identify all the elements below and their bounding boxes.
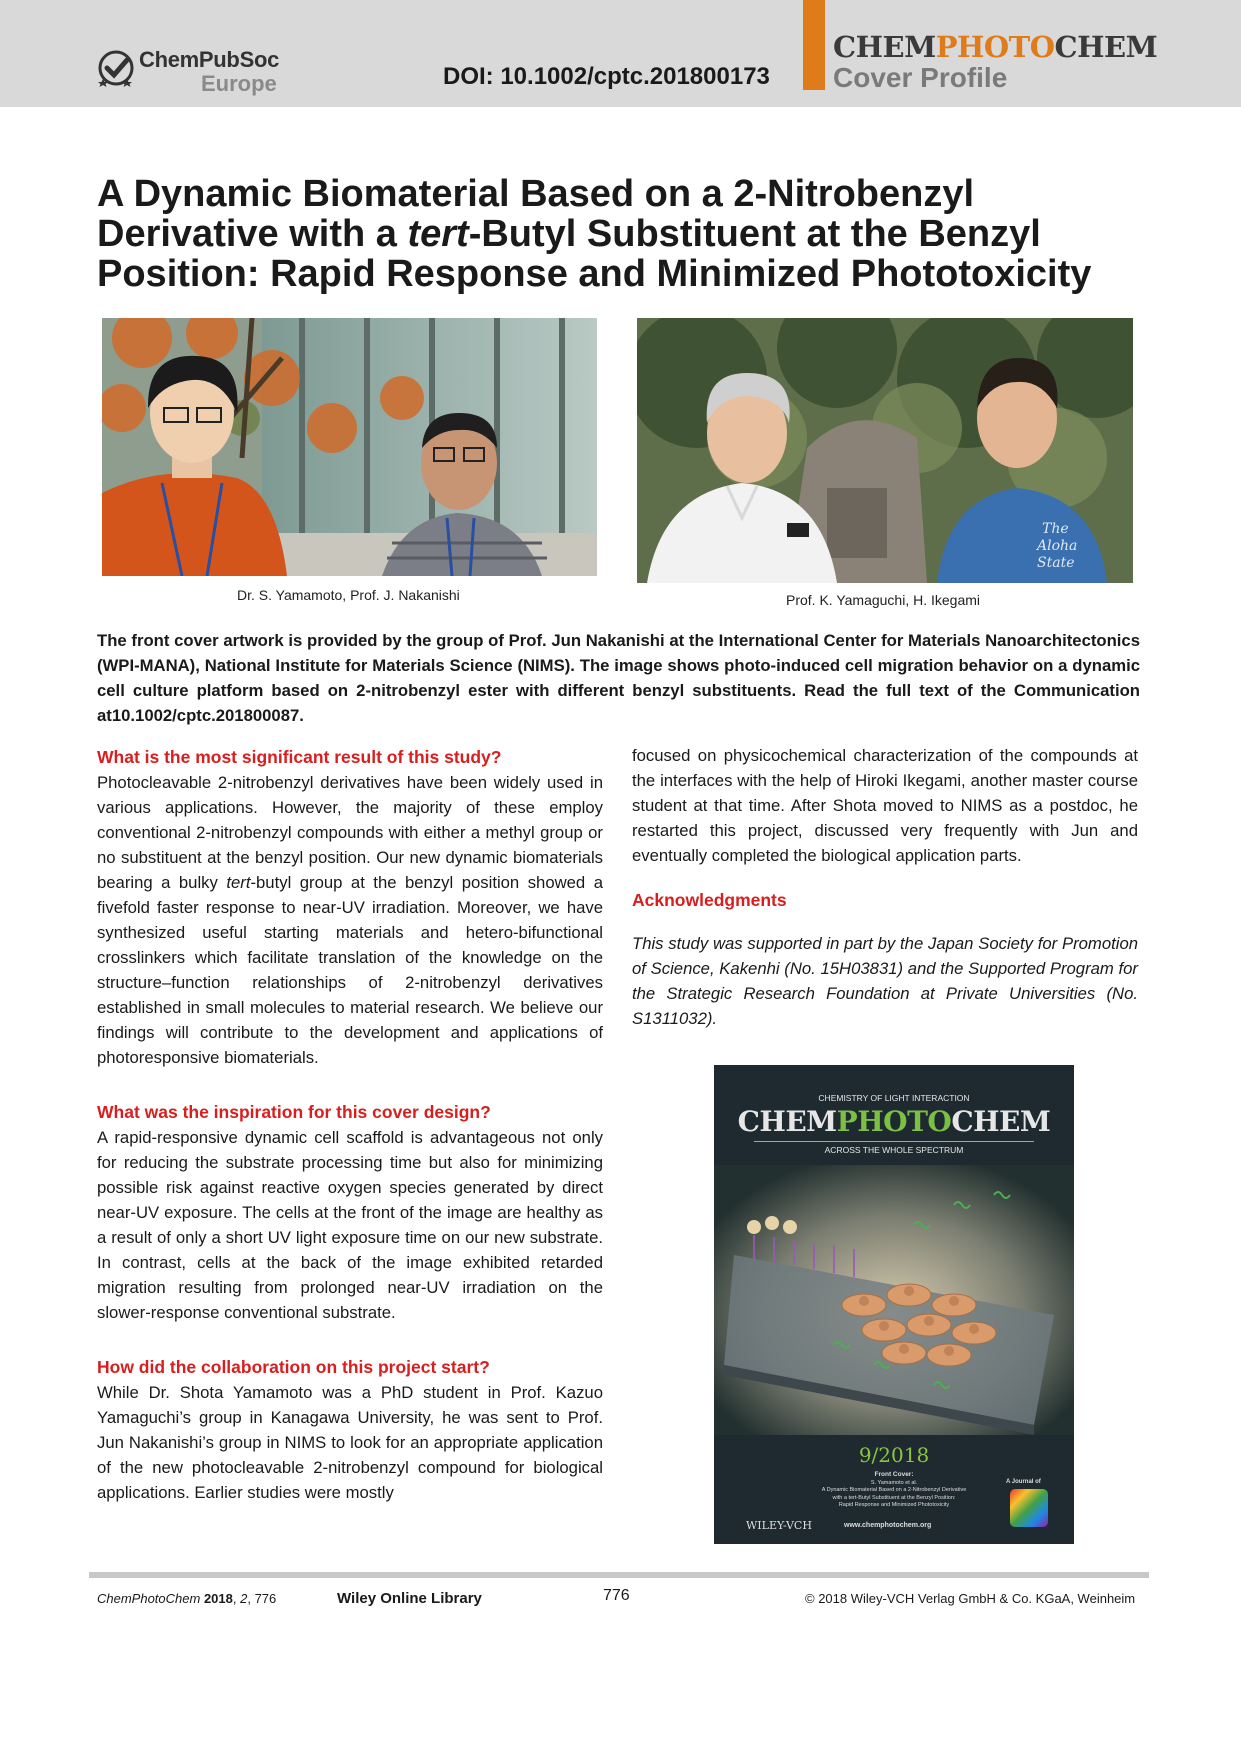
header-accent-bar	[803, 0, 825, 90]
left-column	[97, 745, 603, 1505]
cover-fc-title-1: A Dynamic Biomaterial Based on a 2-Nitrobenzyl Derivative	[821, 1487, 967, 1493]
section-label: Cover Profile	[833, 62, 1008, 93]
publisher-logo[interactable]	[97, 47, 287, 97]
author-photo-right	[637, 318, 1133, 583]
cover-fc-title-2: with a tert-Butyl Substituent at the Benzyl Position:	[832, 1494, 956, 1501]
q3-text-right: focused on physicochemical characterization of the compounds at the interfaces with the help of Hiroki Ikegami, another master course student at that time. After Shota moved to NIMS as a postdoc, he restarted this project, discussed very frequently with Jun and eventually completed the biological application parts.	[632, 746, 1138, 865]
svg-text:Aloha: Aloha	[1037, 538, 1078, 554]
cover-fc-label: Front Cover:	[874, 1471, 914, 1478]
wiley-online-library-link[interactable]: Wiley Online Library	[337, 1590, 482, 1607]
cover-artwork	[714, 1165, 1074, 1435]
svg-text:The: The	[1042, 521, 1069, 537]
photo-caption-left: Dr. S. Yamamoto, Prof. J. Nakanishi	[237, 587, 460, 603]
cover-subtitle: ACROSS THE WHOLE SPECTRUM	[824, 1145, 964, 1155]
footer-pages: , 776	[247, 1591, 277, 1606]
cover-title-part3: CHEM	[951, 1105, 1051, 1138]
abstract: The front cover artwork is provided by the group of Prof. Jun Nakanishi at the International Center for Materials Nanoarchitectonics (WPI-MANA), National Institute for Materials Science (NIMS). The image shows photo-induced cell migration behavior on a dynamic cell culture platform based on 2-nitrobenzyl ester with different benzyl substituents. Read the full text of the Communication at10.1002/cptc.201800087.	[97, 631, 1140, 725]
photo-caption-right: Prof. K. Yamaguchi, H. Ikegami	[786, 592, 981, 608]
q3-heading: How did the collaboration on this project start?	[97, 1357, 490, 1377]
footer-year: 2018	[203, 1591, 233, 1606]
cover-publisher: WILEY-VCH	[746, 1519, 812, 1532]
cover-title	[714, 1105, 1074, 1138]
doi-link[interactable]: DOI: 10.1002/cptc.201800173	[443, 63, 770, 90]
svg-text:State: State	[1037, 555, 1075, 571]
title-line-2-pre: Derivative with a	[97, 213, 408, 255]
cover-title-part1: CHEM	[737, 1105, 837, 1138]
ack-text: This study was supported in part by the Japan Society for Promotion of Science, Kakenhi (No. 15H03831) and the Supported Program for the Strategic Research Foundation at Private Universities (No. S1311032).	[632, 934, 1138, 1028]
ack-heading: Acknowledgments	[632, 890, 787, 910]
cover-title-part2: PHOTO	[836, 1105, 952, 1138]
logo-main-text: ChemPubSoc	[139, 47, 280, 72]
footer-citation: ChemPhotoChem 2018, 2, 776	[97, 1591, 277, 1606]
title-line-3: Position: Rapid Response and Minimized Phototoxicity	[97, 253, 1092, 295]
cover-front-cover-info	[814, 1471, 974, 1510]
article-title	[97, 174, 1137, 294]
cover-url: www.chemphotochem.org	[844, 1522, 932, 1529]
q2-heading: What was the inspiration for this cover design?	[97, 1102, 491, 1122]
chempubsoc-star-icon	[97, 49, 135, 87]
q1-heading: What is the most significant result of this study?	[97, 747, 502, 767]
journal-title-part1: CHEM	[833, 30, 936, 64]
cover-journal-of: A Journal of	[1006, 1479, 1041, 1485]
cover-rule	[754, 1141, 1034, 1142]
footer-copyright: © 2018 Wiley-VCH Verlag GmbH & Co. KGaA, Weinheim	[805, 1591, 1136, 1606]
cover-image	[714, 1065, 1074, 1544]
q1-text-b: -butyl group at the benzyl position showed a fivefold faster response to near-UV irradiation. Moreover, we have synthesized useful starting materials and hetero-bifunctional crosslinkers which facilitate translation of the knowledge on the structure–function relationships of 2-nitrobenzyl derivatives established in small molecules to material research. We believe our findings will contribute to the development and applications of photoresponsive biomaterials.	[97, 873, 603, 1067]
author-photo-left	[102, 318, 597, 576]
right-column	[632, 743, 1138, 1031]
title-line-2	[97, 214, 1137, 254]
cover-kicker: CHEMISTRY OF LIGHT INTERACTION	[818, 1093, 970, 1103]
cover-fc-title-3: Rapid Response and Minimized Phototoxicity	[838, 1502, 950, 1508]
q2-text: A rapid-responsive dynamic cell scaffold is advantageous not only for reducing the substrate processing time but also for minimizing possible risk against reactive oxygen species generated by direct near-UV exposure. The cells at the front of the image are healthy as a result of only a short UV light exposure time on our new substrate. In contrast, cells at the back of the image exhibited retarded migration resulting from prolonged near-UV irradiation on the slower-response conventional substrate.	[97, 1128, 603, 1322]
journal-title-part3: CHEM	[1054, 30, 1158, 64]
cover-issue: 9/2018	[858, 1443, 930, 1467]
q1-text-italic: tert	[226, 873, 251, 892]
page-number: 776	[603, 1587, 630, 1604]
footer-rule	[89, 1572, 1149, 1578]
footer-journal-name: ChemPhotoChem	[97, 1591, 201, 1606]
cover-fc-authors: S. Yamamoto et al.	[870, 1479, 918, 1486]
q1-text	[97, 770, 603, 1070]
footer-volume: 2	[240, 1591, 248, 1606]
journal-title-part2: PHOTO	[935, 30, 1055, 64]
title-line-1: A Dynamic Biomaterial Based on a 2-Nitrobenzyl	[97, 173, 975, 215]
journal-title	[833, 30, 1157, 64]
q3-text-left: While Dr. Shota Yamamoto was a PhD student in Prof. Kazuo Yamaguchi’s group in Kanagawa University, he was sent to Prof. Jun Nakanishi’s group in NIMS to look for an appropriate application of the new photocleavable 2-nitrobenzyl compound for biological applications. Earlier studies were mostly	[97, 1383, 603, 1502]
logo-sub-text: Europe	[201, 71, 277, 96]
q1-text-a: Photocleavable 2-nitrobenzyl derivatives have been widely used in various applications. However, the majority of these employ conventional 2-nitrobenzyl compounds with either a methyl group or no substituent at the benzyl position. Our new dynamic biomaterials bearing a bulky	[97, 773, 603, 892]
cover-society-logo	[1010, 1489, 1048, 1527]
title-line-2-post: -Butyl Substituent at the Benzyl	[468, 213, 1041, 255]
title-line-2-italic: tert	[407, 213, 469, 255]
